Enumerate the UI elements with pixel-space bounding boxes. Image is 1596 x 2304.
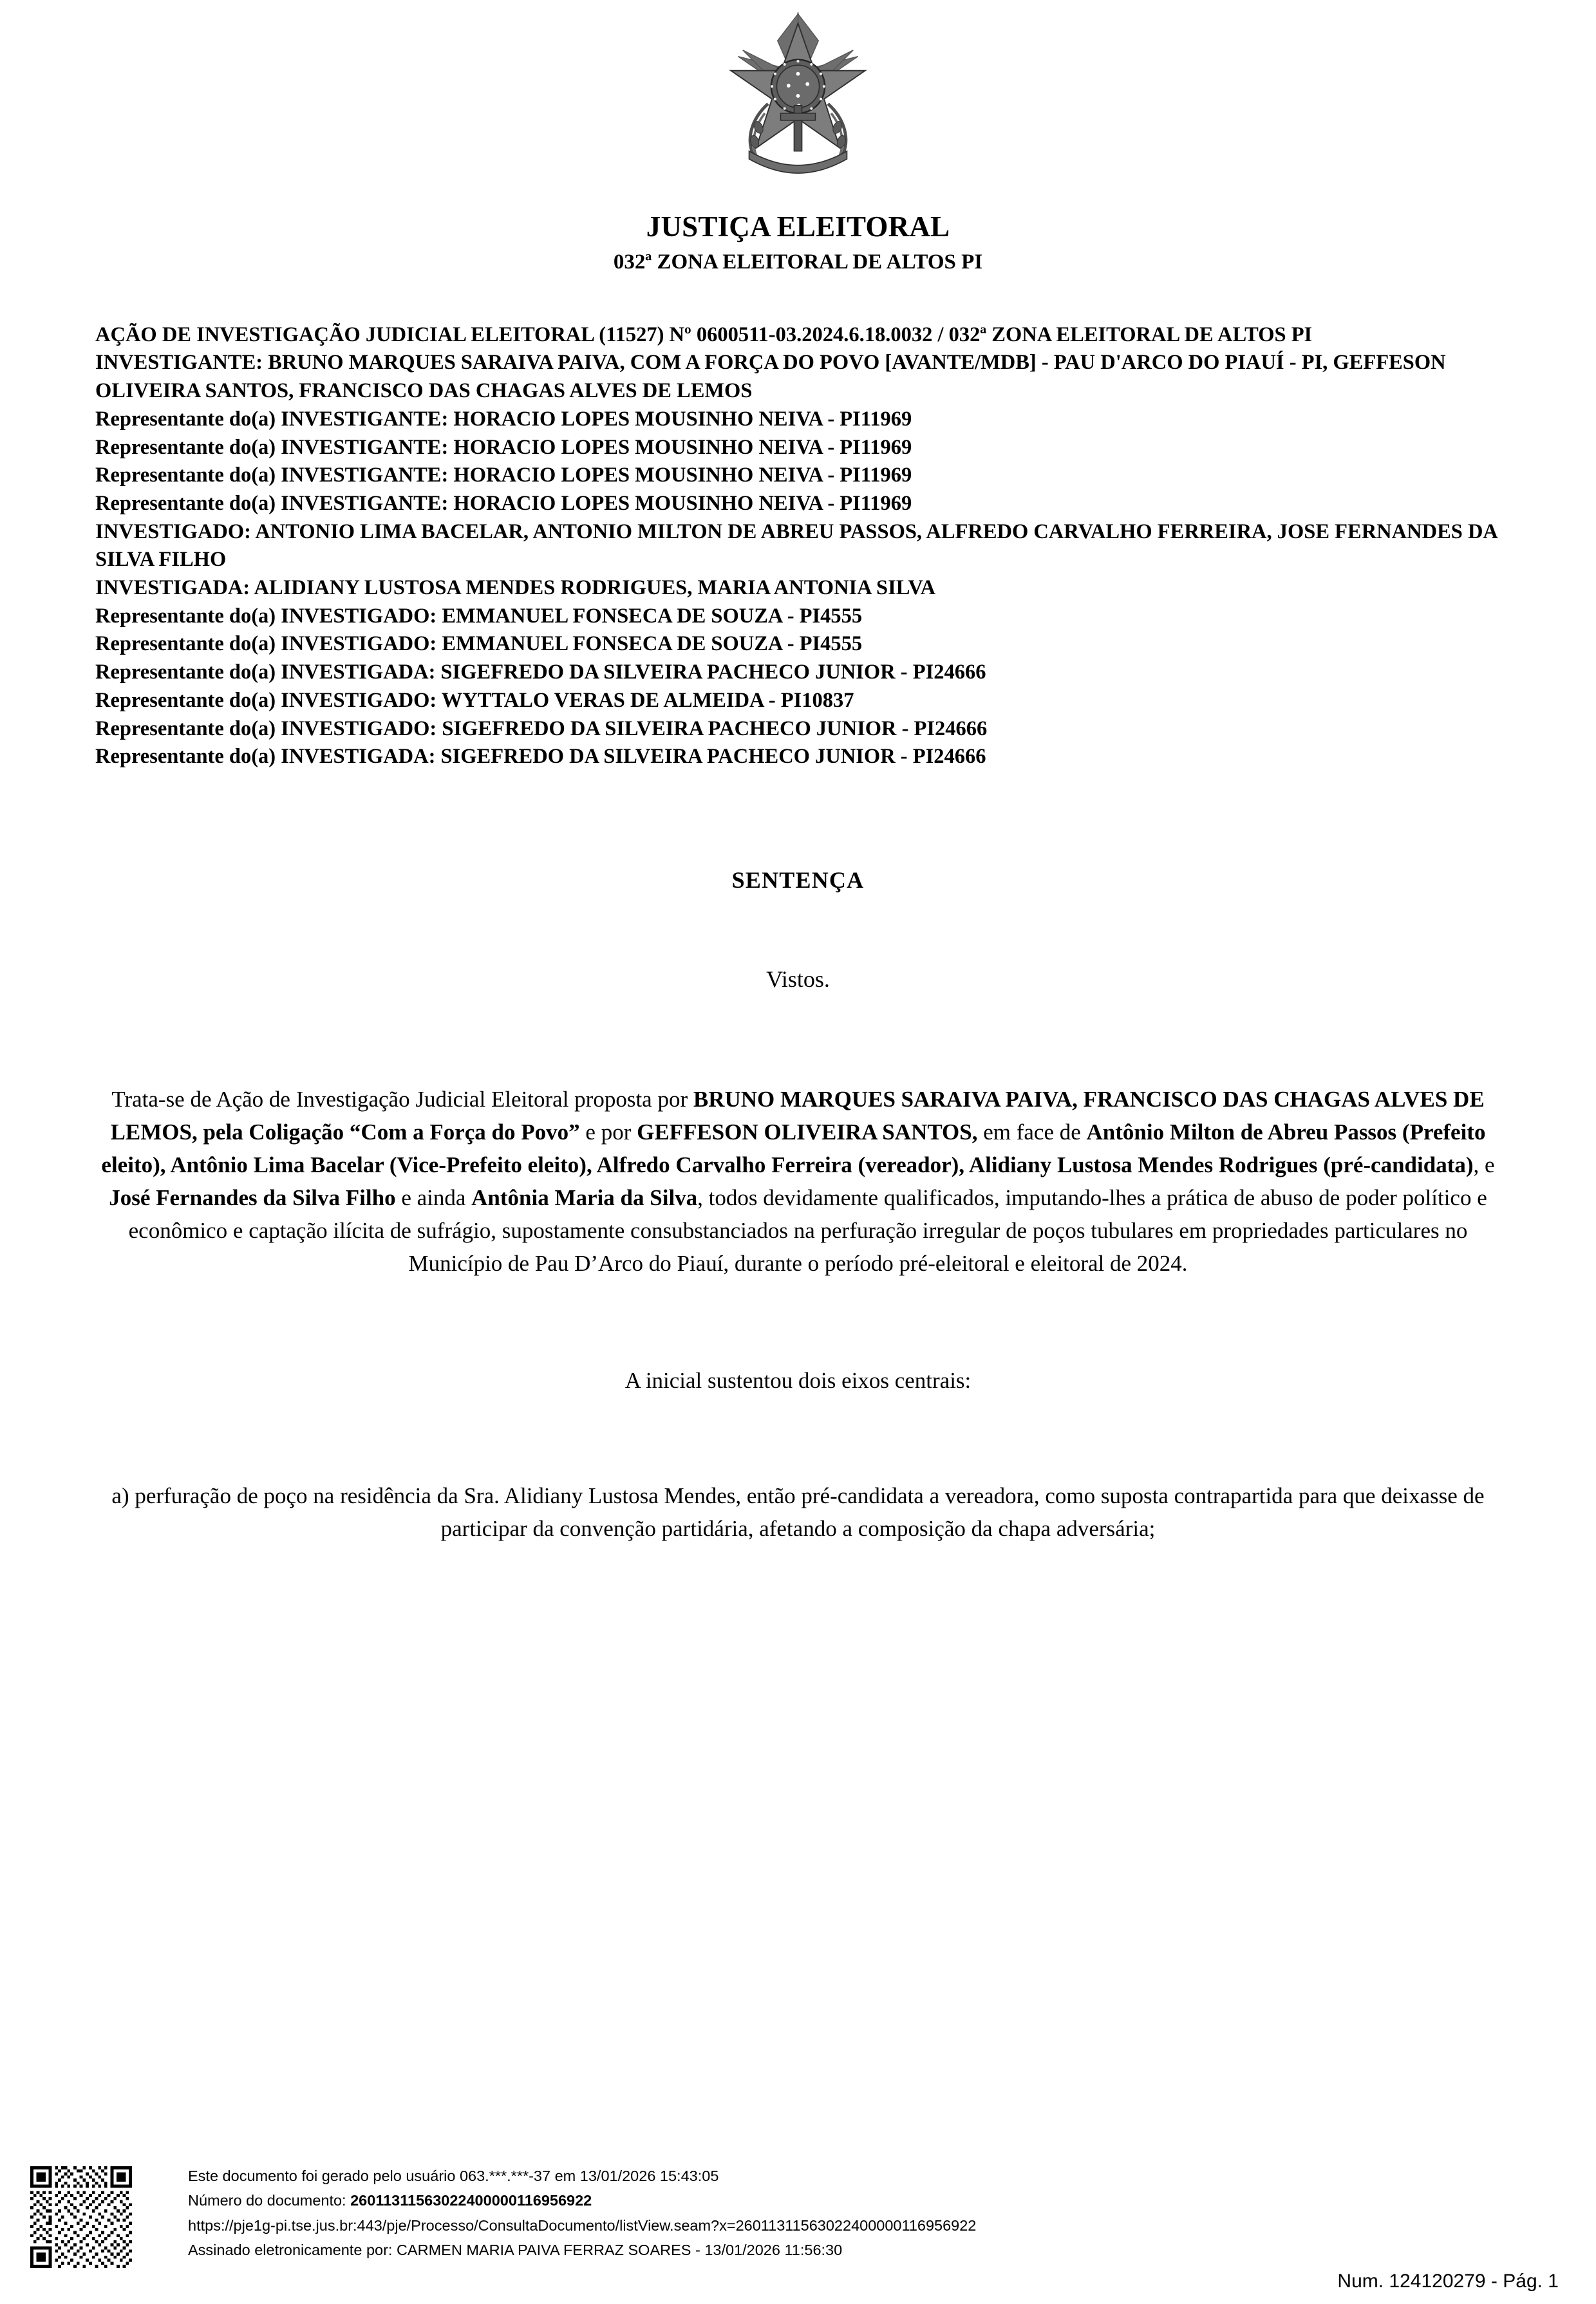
footer-document-number-line — [188, 2188, 976, 2213]
footer-generated-line: Este documento foi gerado pelo usuário 063.***.***-37 em 13/01/2026 15:43:05 — [188, 2168, 719, 2184]
footer-signature-line: Assinado eletronicamente por: CARMEN MARIA PAIVA FERRAZ SOARES - 13/01/2026 11:56:30 — [188, 2241, 843, 2258]
case-header-line: Representante do(a) INVESTIGADO: SIGEFREDO DA SILVEIRA PACHECO JUNIOR - PI24666 — [95, 716, 988, 740]
case-header-line: Representante do(a) INVESTIGADO: WYTTALO VERAS DE ALMEIDA - PI10837 — [95, 688, 854, 712]
par1-seg9: e ainda — [395, 1185, 472, 1211]
par1-seg11: , todos devidamente qualificados, imputando-lhes a prática de abuso de poder político e econômico e captação ilícita de sufrágio, supostamente consubstanciados na perfuração irregular de poços tubulares em propriedades particulares no Município de Pau D’Arco do Piauí, durante o período pré-eleitoral e eleitoral de 2024. — [128, 1185, 1487, 1277]
par1-seg4: GEFFESON OLIVEIRA SANTOS, — [637, 1119, 978, 1145]
case-header-line: Representante do(a) INVESTIGADA: SIGEFREDO DA SILVEIRA PACHECO JUNIOR - PI24666 — [95, 745, 986, 769]
case-header-line: Representante do(a) INVESTIGADA: SIGEFREDO DA SILVEIRA PACHECO JUNIOR - PI24666 — [95, 660, 986, 684]
qr-code-icon — [30, 2166, 132, 2268]
par1-seg2: BRUNO MARQUES SARAIVA PAIVA, FRANCISCO DAS CHAGAS ALVES DE LEMOS, pela Coligação “Com a Força do Povo” — [110, 1086, 1485, 1145]
paragraph-item-a: a) perfuração de poço na residência da Sra. Alidiany Lustosa Mendes, então pré-candidata a vereadora, como suposta contrapartida para que deixasse de participar da convenção partidária, afetando a composição da chapa adversária; — [111, 1483, 1485, 1541]
par1-seg8: José Fernandes da Silva Filho — [109, 1185, 396, 1211]
par1-seg10: Antônia Maria da Silva — [471, 1185, 698, 1211]
vistos-text: Vistos. — [766, 966, 830, 992]
case-header-line: Representante do(a) INVESTIGANTE: HORACIO LOPES MOUSINHO NEIVA - PI11969 — [95, 407, 912, 431]
paragraph-eixos: A inicial sustentou dois eixos centrais: — [624, 1367, 972, 1393]
sentenca-heading: SENTENÇA — [731, 866, 865, 893]
case-header-line: Representante do(a) INVESTIGANTE: HORACIO LOPES MOUSINHO NEIVA - PI11969 — [95, 464, 912, 487]
par1-seg6: Antônio Milton de Abreu Passos (Prefeito eleito), Antônio Lima Bacelar (Vice-Prefeito eleito), Alfredo Carvalho Ferreira (vereador), Alidiany Lustosa Mendes Rodrigues (pré-candidata) — [101, 1119, 1486, 1178]
par1-seg7: , e — [1473, 1152, 1495, 1178]
par1-seg3: e por — [579, 1119, 637, 1145]
case-header-line: Representante do(a) INVESTIGANTE: HORACIO LOPES MOUSINHO NEIVA - PI11969 — [95, 435, 912, 459]
brazil-coat-of-arms-icon — [719, 9, 877, 180]
court-subtitle: 032ª ZONA ELEITORAL DE ALTOS PI — [613, 250, 983, 274]
paragraph-intro — [95, 1083, 1501, 1280]
page-number: Num. 124120279 - Pág. 1 — [1337, 2271, 1559, 2292]
footer-document-number-label: Número do documento: — [188, 2192, 351, 2209]
par1-seg1: Trata-se de Ação de Investigação Judicial Eleitoral proposta por — [111, 1086, 693, 1112]
case-header-line: INVESTIGADA: ALIDIANY LUSTOSA MENDES RODRIGUES, MARIA ANTONIA SILVA — [95, 576, 936, 600]
case-header-line: Representante do(a) INVESTIGADO: EMMANUEL FONSECA DE SOUZA - PI4555 — [95, 632, 863, 656]
par1-seg5: em face de — [977, 1119, 1087, 1145]
case-header-line: INVESTIGANTE: BRUNO MARQUES SARAIVA PAIVA, COM A FORÇA DO POVO [AVANTE/MDB] - PAU D'ARCO DO PIAUÍ - PI, GEFFESON OLIVEIRA SANTOS, FRANCISCO DAS CHAGAS ALVES DE LEMOS — [95, 351, 1446, 403]
case-header-line: Representante do(a) INVESTIGADO: EMMANUEL FONSECA DE SOUZA - PI4555 — [95, 604, 863, 628]
case-header-line: Representante do(a) INVESTIGANTE: HORACIO LOPES MOUSINHO NEIVA - PI11969 — [95, 491, 912, 515]
case-header-line: INVESTIGADO: ANTONIO LIMA BACELAR, ANTONIO MILTON DE ABREU PASSOS, ALFREDO CARVALHO FERREIRA, JOSE FERNANDES DA SILVA FILHO — [95, 520, 1497, 572]
case-header-block — [95, 321, 1501, 771]
footer-document-number-value: 26011311563022400000116956922 — [350, 2192, 592, 2209]
crest-container — [0, 0, 1596, 180]
court-header — [0, 211, 1596, 275]
court-title: JUSTIÇA ELEITORAL — [646, 211, 950, 243]
document-footer — [0, 2155, 1596, 2304]
footer-metadata — [188, 2164, 976, 2262]
footer-url[interactable]: https://pje1g-pi.tse.jus.br:443/pje/Processo/ConsultaDocumento/listView.seam?x=26011311563022400000116956922 — [188, 2216, 977, 2234]
case-header-line: AÇÃO DE INVESTIGAÇÃO JUDICIAL ELEITORAL (11527) Nº 0600511-03.2024.6.18.0032 / 032ª ZONA ELEITORAL DE ALTOS PI — [95, 323, 1313, 346]
